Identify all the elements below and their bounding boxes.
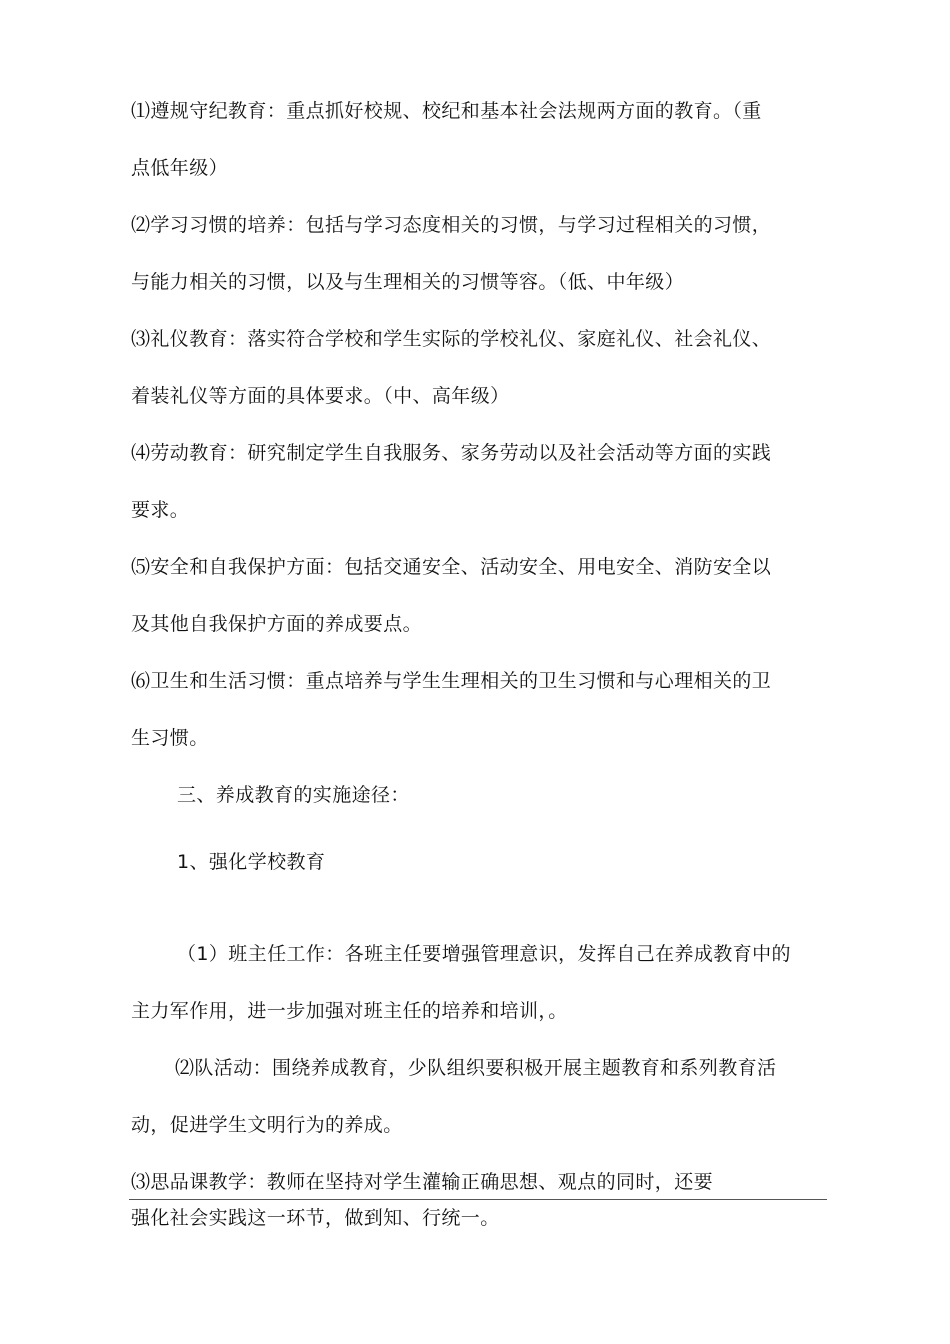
para-3-line-1: ⑶思品课教学：教师在坚持对学生灌输正确思想、观点的同时，还要 [131, 1171, 714, 1193]
para-2-line-2: 动，促进学生文明行为的养成。 [131, 1114, 403, 1136]
subsection-heading: 1、强化学校教育 [177, 851, 326, 873]
item-3-line-1: ⑶礼仪教育：落实符合学校和学生实际的学校礼仪、家庭礼仪、社会礼仪、 [131, 328, 772, 350]
item-3-line-2: 着装礼仪等方面的具体要求。（中、高年级） [131, 385, 510, 407]
item-1-line-2: 点低年级） [131, 157, 229, 179]
divider-line [129, 1199, 827, 1200]
item-4-line-1: ⑷劳动教育：研究制定学生自我服务、家务劳动以及社会活动等方面的实践 [131, 442, 772, 464]
item-5-line-1: ⑸安全和自我保护方面：包括交通安全、活动安全、用电安全、消防安全以 [131, 556, 772, 578]
item-6-line-2: 生习惯。 [131, 727, 209, 749]
para-1-line-2: 主力军作用，进一步加强对班主任的培养和培训，。 [131, 1000, 568, 1022]
para-3-line-2: 强化社会实践这一环节，做到知、行统一。 [131, 1207, 500, 1229]
para-2-line-1: ⑵队活动：围绕养成教育，少队组织要积极开展主题教育和系列教育活 [175, 1057, 777, 1079]
para-1-line-1: （1）班主任工作：各班主任要增强管理意识，发挥自己在养成教育中的 [177, 943, 791, 965]
item-6-line-1: ⑹卫生和生活习惯：重点培养与学生生理相关的卫生习惯和与心理相关的卫 [131, 670, 772, 692]
item-4-line-2: 要求。 [131, 499, 190, 521]
section-heading: 三、养成教育的实施途径： [177, 784, 410, 806]
item-2-line-2: 与能力相关的习惯，以及与生理相关的习惯等容。（低、中年级） [131, 271, 685, 293]
item-2-line-1: ⑵学习习惯的培养：包括与学习态度相关的习惯，与学习过程相关的习惯， [131, 214, 772, 236]
item-5-line-2: 及其他自我保护方面的养成要点。 [131, 613, 423, 635]
item-1-line-1: ⑴遵规守纪教育：重点抓好校规、校纪和基本社会法规两方面的教育。（重 [131, 100, 762, 122]
